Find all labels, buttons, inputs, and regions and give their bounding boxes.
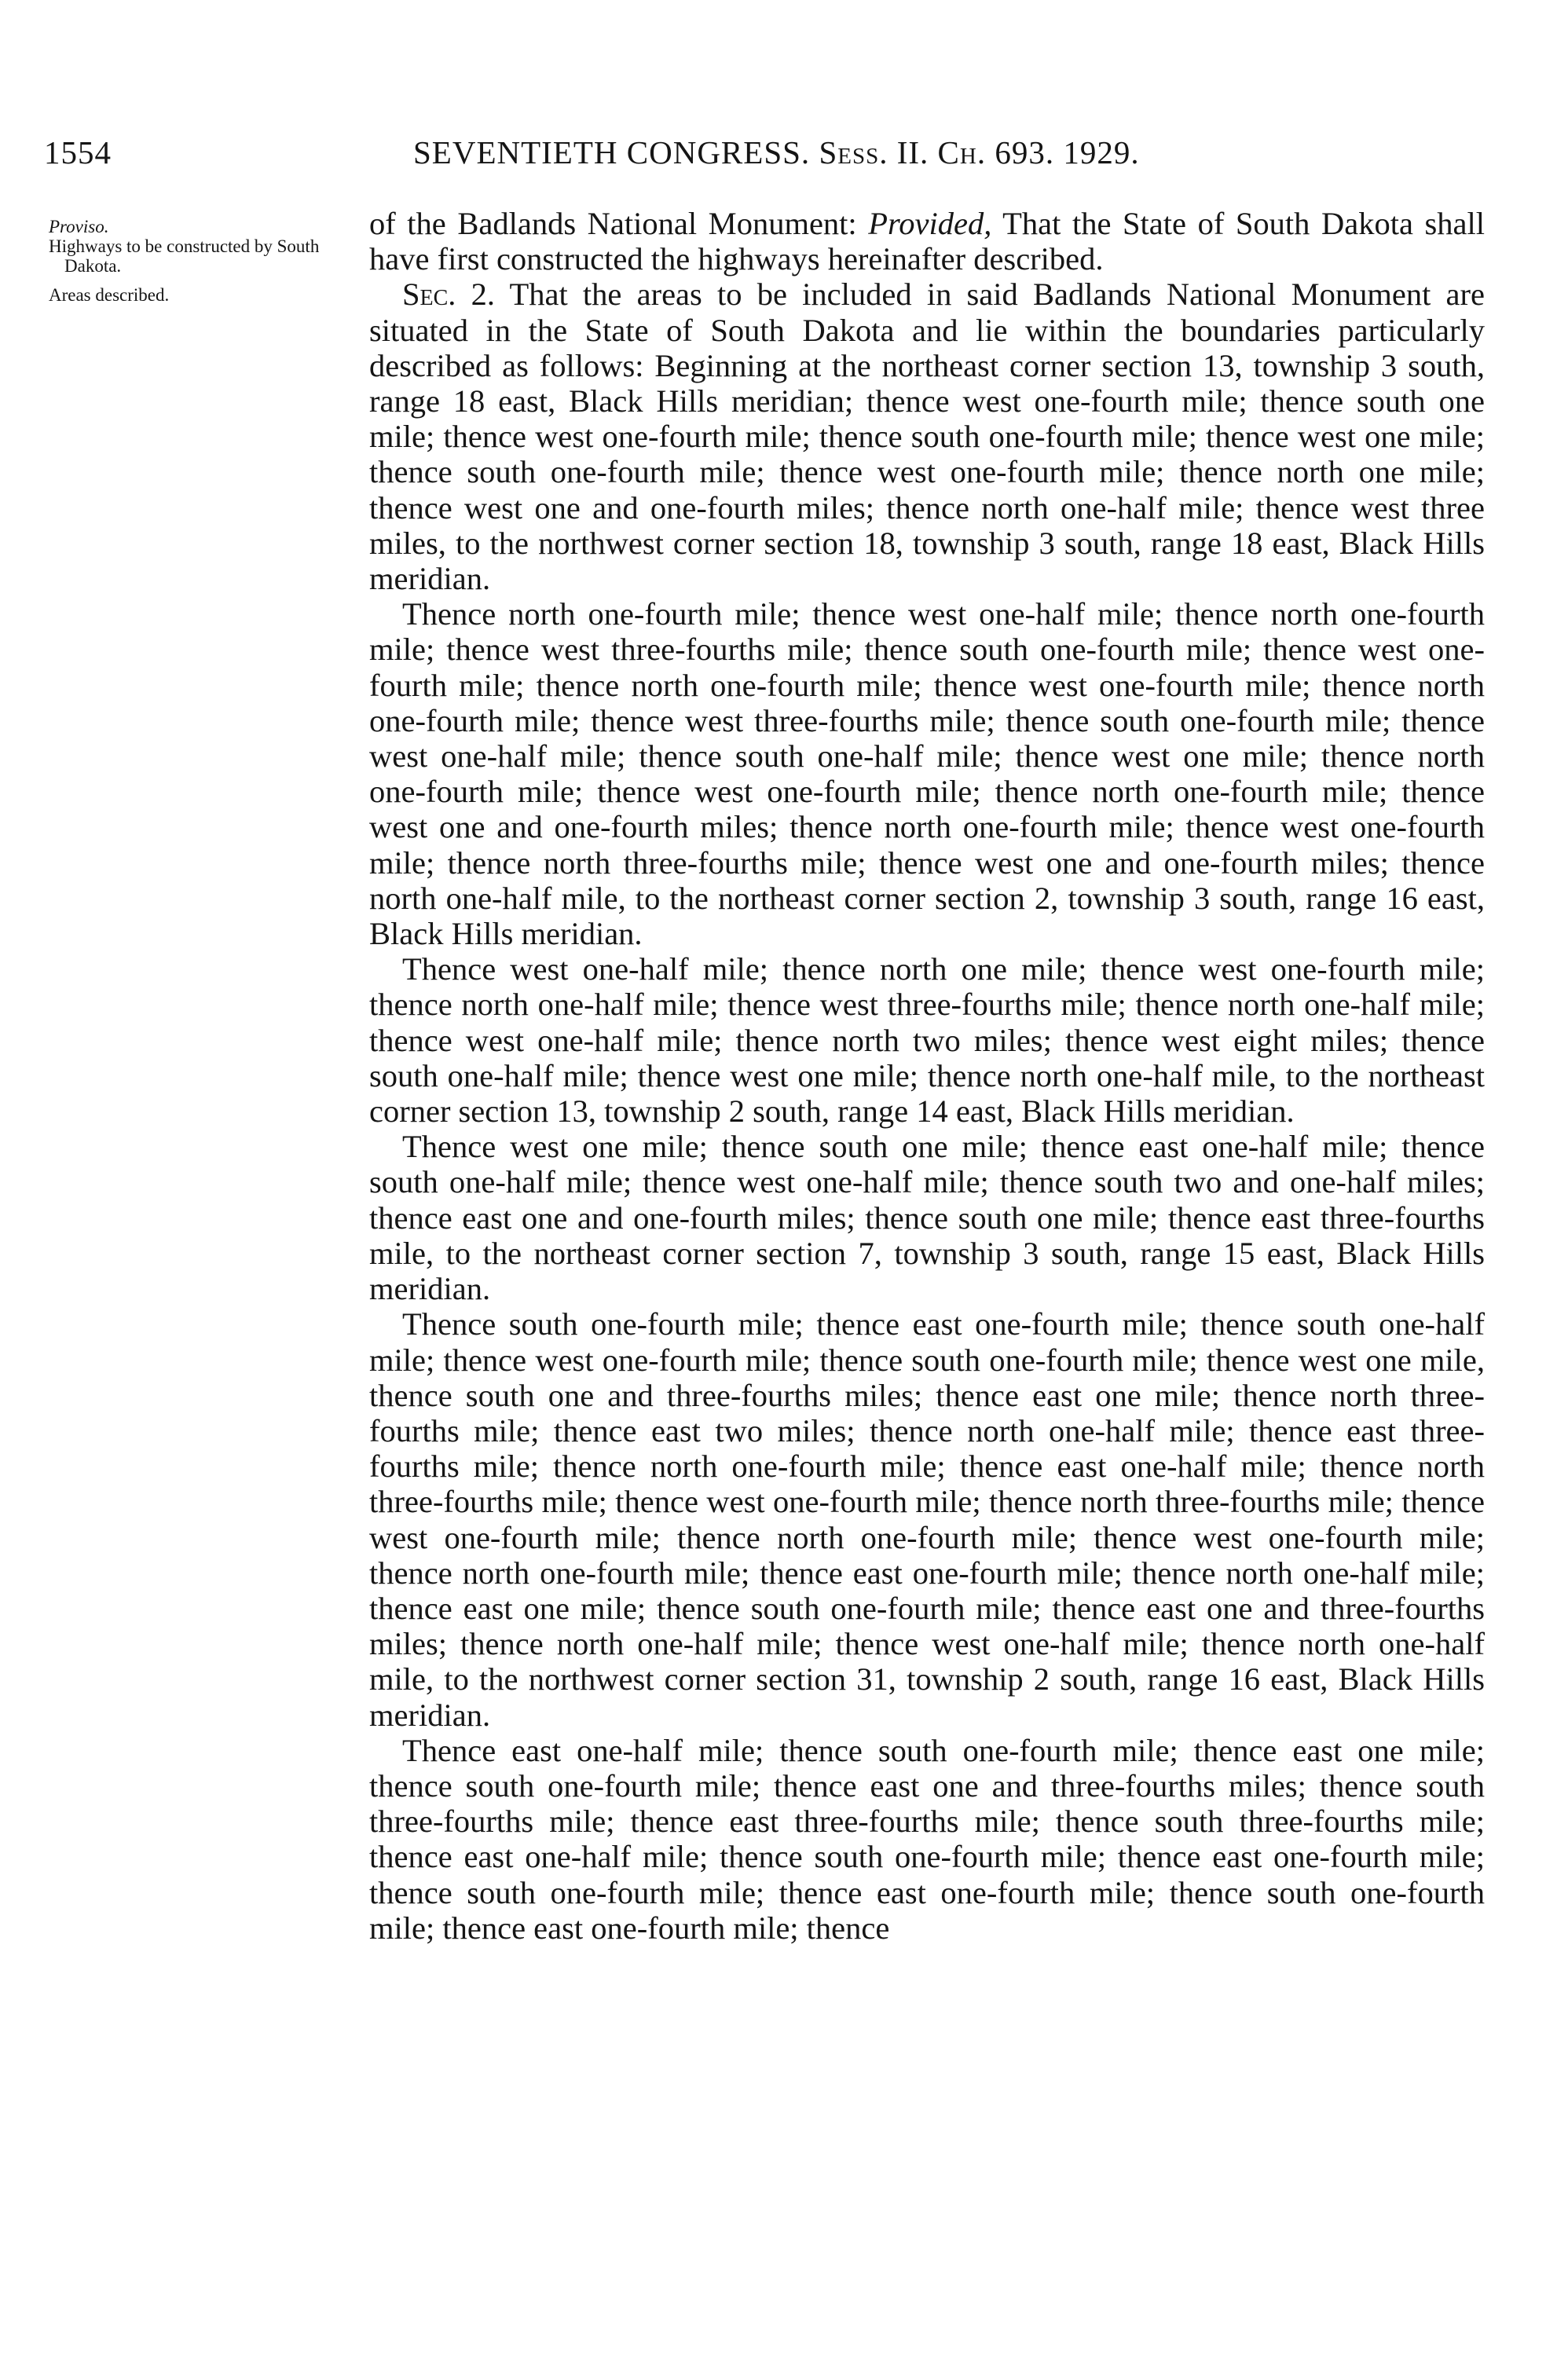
running-header bbox=[44, 134, 1482, 173]
section-label: Sec. 2. bbox=[402, 276, 496, 313]
session-label: Sess. II. bbox=[819, 134, 929, 170]
proviso-word: Provided, bbox=[868, 206, 992, 241]
paragraph-boundary-3: Thence west one-half mile; thence north one mile; thence west one-fourth mile; thence north one-half mile; thence west three-fourths mile; thence north one-half mile; thence west one-half mile; thence north two miles; thence west eight miles; thence south one-half mile; thence west one mile; thence north one-half mile, to the northeast corner section 13, township 2 south, range 14 east, Black Hills meridian. bbox=[369, 951, 1485, 1130]
margin-notes bbox=[49, 217, 363, 305]
proviso-text: That the State of South Dakota shall have first constructed the highways hereinafter described. bbox=[369, 206, 1485, 277]
body-text bbox=[369, 206, 1485, 1946]
paragraph-boundary-6: Thence east one-half mile; thence south one-fourth mile; thence east one mile; thence south one-fourth mile; thence east one and three-fourths miles; thence south three-fourths mile; thence east three-fourths mile; thence south three-fourths mile; thence east one-half mile; thence south one-fourth mile; thence east one-fourth mile; thence south one-fourth mile; thence east one-fourth mile; thence south one-fourth mile; thence east one-fourth mile; thence bbox=[369, 1732, 1485, 1946]
page-number: 1554 bbox=[44, 134, 112, 170]
congress-title: SEVENTIETH CONGRESS. bbox=[413, 134, 811, 170]
proviso-lead: of the Badlands National Monument: bbox=[369, 206, 869, 241]
year-label: 1929. bbox=[1063, 134, 1140, 170]
paragraph-boundary-2: Thence north one-fourth mile; thence west one-half mile; thence north one-fourth mile; thence west three-fourths mile; thence south one-fourth mile; thence west one-fourth mile; thence north one-fourth mile; thence west one-fourth mile; thence north one-fourth mile; thence west three-fourths mile; thence south one-fourth mile; thence west one-half mile; thence south one-half mile; thence west one mile; thence north one-fourth mile; thence west one-fourth mile; thence north one-fourth mile; thence west one and one-fourth miles; thence north one-fourth mile; thence west one-fourth mile; thence north three-fourths mile; thence west one and one-fourth miles; thence north one-half mile, to the northeast corner section 2, township 3 south, range 16 east, Black Hills meridian. bbox=[369, 596, 1485, 952]
chapter-label: Ch. 693. bbox=[937, 134, 1055, 170]
running-title bbox=[413, 134, 1140, 171]
margin-note-highways: Highways to be constructed by South Dakota. bbox=[49, 236, 320, 276]
paragraph-boundary-5: Thence south one-fourth mile; thence east one-fourth mile; thence south one-half mile; thence west one-fourth mile; thence south one-fourth mile; thence west one mile, thence south one and three-fourths miles; thence east one mile; thence north three-fourths mile; thence east two miles; thence north one-half mile; thence east three-fourths mile; thence north one-fourth mile; thence east one-half mile; thence north three-fourths mile; thence west one-fourth mile; thence north three-fourths mile; thence west one-fourth mile; thence north one-fourth mile; thence west one-fourth mile; thence north one-fourth mile; thence east one-fourth mile; thence north one-half mile; thence east one mile; thence south one-fourth mile; thence east one and three-fourths miles; thence north one-half mile; thence west one-half mile; thence north one-half mile, to the northwest corner section 31, township 2 south, range 16 east, Black Hills meridian. bbox=[369, 1306, 1485, 1733]
paragraph-section-2 bbox=[369, 276, 1485, 596]
paragraph-proviso bbox=[369, 206, 1485, 276]
margin-note-proviso: Proviso. bbox=[49, 217, 109, 236]
paragraph-boundary-4: Thence west one mile; thence south one mile; thence east one-half mile; thence south one-half mile; thence west one-half mile; thence south two and one-half miles; thence east one and one-fourth miles; thence south one mile; thence east three-fourths mile, to the northeast corner section 7, township 3 south, range 15 east, Black Hills meridian. bbox=[369, 1129, 1485, 1307]
margin-note-areas: Areas described. bbox=[49, 285, 170, 305]
section-text: That the areas to be included in said Badlands National Monument are situated in the State of South Dakota and lie within the boundaries particularly described as follows: Beginning at the northeast corner section 13, township 3 south, range 18 east, Black Hills meridian; thence west one-fourth mile; thence south one mile; thence west one-fourth mile; thence south one-fourth mile; thence west one mile; thence south one-fourth mile; thence west one-fourth mile; thence north one mile; thence west one and one-fourth miles; thence north one-half mile; thence west three miles, to the northwest corner section 18, township 3 south, range 18 east, Black Hills meridian. bbox=[369, 276, 1485, 597]
